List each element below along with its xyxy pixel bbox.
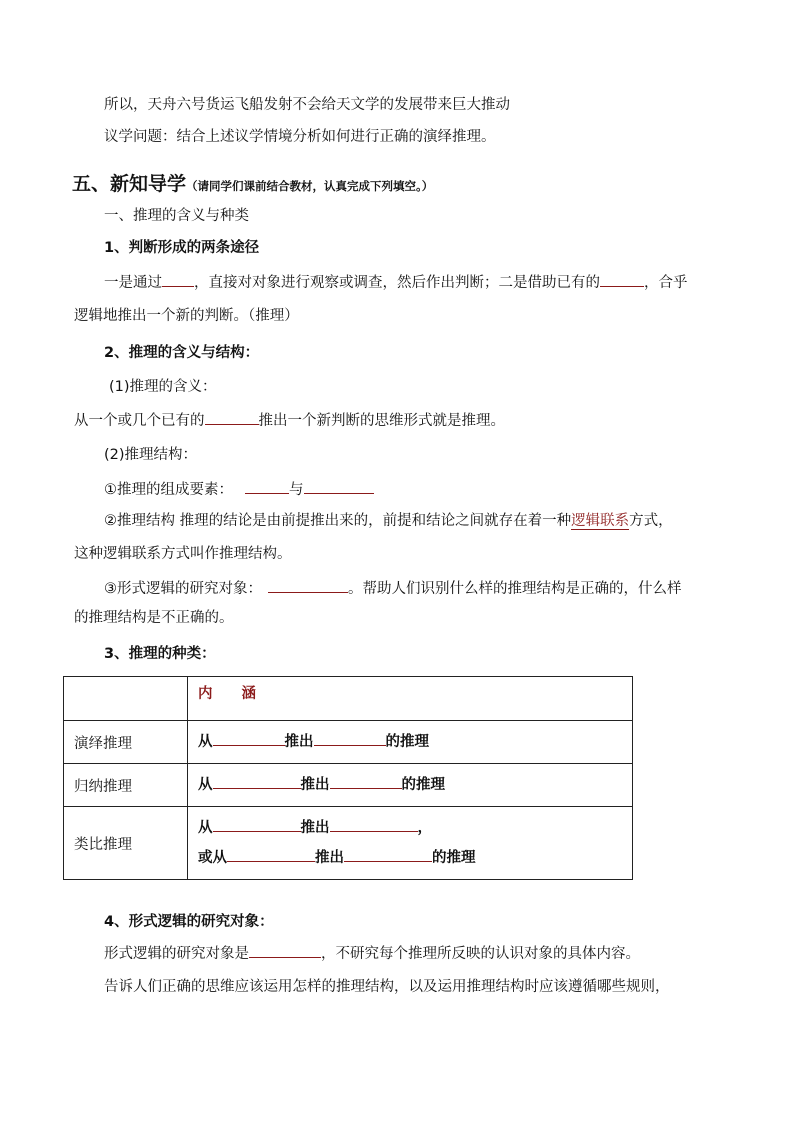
end-label: 的推理 — [385, 734, 429, 750]
fill-blank[interactable] — [330, 774, 402, 789]
table-header-cell — [188, 677, 633, 721]
q4-text-1 — [104, 943, 640, 964]
infer-label: 推出 — [315, 850, 344, 866]
fill-blank[interactable] — [314, 731, 386, 746]
row-name: 归纳推理 — [64, 764, 188, 807]
table-row — [64, 764, 633, 807]
q2-sub1-text — [74, 410, 505, 431]
q2-item-3-cont: 的推理结构是不正确的。 — [74, 610, 234, 626]
intro-line-2: 议学问题：结合上述议学情境分析如何进行正确的演绎推理。 — [104, 129, 496, 145]
from-label: 从 — [198, 777, 213, 793]
fill-blank[interactable] — [213, 731, 285, 746]
q2-item1-b: 与 — [289, 482, 304, 498]
or-from-label: 或从 — [198, 850, 227, 866]
q1-text-c: ，合乎 — [644, 275, 688, 291]
q2-sub1: (1)推理的含义： — [109, 379, 217, 395]
infer-label: 推出 — [284, 734, 314, 750]
fill-blank[interactable] — [249, 943, 321, 958]
q1-text-a: 一是通过 — [104, 275, 162, 291]
fill-blank[interactable] — [213, 817, 301, 832]
intro-line-1: 所以，天舟六号货运飞船发射不会给天文学的发展带来巨大推动 — [104, 97, 510, 113]
row-content-line — [198, 813, 622, 843]
q2-sub2: (2)推理结构： — [104, 447, 198, 463]
reasoning-types-table — [63, 676, 633, 880]
q4-text1-a: 形式逻辑的研究对象是 — [104, 946, 249, 962]
section-5-heading — [72, 172, 433, 198]
logic-link-term: 逻辑联系 — [571, 513, 630, 529]
row-content-line — [198, 727, 622, 757]
table-header-row — [64, 677, 633, 721]
q2-item3-b: 。帮助人们识别什么样的推理结构是正确的，什么样 — [348, 581, 682, 597]
q2-item-2-cont: 这种逻辑联系方式叫作推理结构。 — [74, 546, 292, 562]
q4-title: 4、形式逻辑的研究对象： — [104, 914, 274, 930]
q3-title: 3、推理的种类： — [104, 646, 216, 662]
q1-text-b: ，直接对对象进行观察或调查，然后作出判断；二是借助已有的 — [194, 275, 600, 291]
row-content — [188, 807, 633, 880]
fill-blank[interactable] — [162, 272, 194, 287]
end-label: 的推理 — [401, 777, 445, 793]
q2-item-3 — [104, 578, 682, 599]
row-name: 演绎推理 — [64, 721, 188, 764]
from-label: 从 — [198, 734, 213, 750]
q4-text-2: 告诉人们正确的思维应该运用怎样的推理结构，以及运用推理结构时应该遵循哪些规则， — [104, 979, 670, 995]
q1-text-line-1 — [104, 272, 688, 293]
q2-sub1-text-b: 推出一个新判断的思维形式就是推理。 — [258, 413, 505, 429]
q2-item1-a: ①推理的组成要素： — [104, 482, 233, 498]
table-row — [64, 807, 633, 880]
q2-item2-b: 方式， — [629, 513, 673, 529]
q2-item-2 — [104, 511, 673, 531]
row-content — [188, 721, 633, 764]
infer-label: 推出 — [300, 777, 330, 793]
from-label: 从 — [198, 820, 213, 836]
comma: ， — [417, 820, 432, 836]
row-content-line — [198, 770, 622, 800]
fill-blank[interactable] — [304, 479, 374, 494]
q1-title: 1、判断形成的两条途径 — [104, 240, 260, 256]
fill-blank[interactable] — [600, 272, 644, 287]
q1-text-line-2: 逻辑地推出一个新的判断。（推理） — [74, 308, 299, 324]
q2-item2-a: ②推理结构 推理的结论是由前提推出来的，前提和结论之间就存在着一种 — [104, 513, 572, 529]
q2-item3-a: ③形式逻辑的研究对象： — [104, 581, 262, 597]
fill-blank[interactable] — [330, 817, 418, 832]
fill-blank[interactable] — [344, 847, 432, 862]
table-cell-empty — [64, 677, 188, 721]
q2-item-1 — [104, 479, 374, 500]
fill-blank[interactable] — [205, 410, 259, 425]
q2-title: 2、推理的含义与结构： — [104, 345, 260, 361]
q4-text1-b: ，不研究每个推理所反映的认识对象的具体内容。 — [321, 946, 640, 962]
row-content-line — [198, 843, 622, 873]
fill-blank[interactable] — [227, 847, 315, 862]
row-name: 类比推理 — [64, 807, 188, 880]
table-row — [64, 721, 633, 764]
fill-blank[interactable] — [268, 578, 348, 593]
section-5-note: （请同学们课前结合教材，认真完成下列填空。） — [186, 179, 434, 193]
part-1-title: 一、推理的含义与种类 — [104, 208, 249, 224]
row-content — [188, 764, 633, 807]
section-5-title: 五、新知导学 — [72, 173, 187, 195]
end-label: 的推理 — [432, 850, 476, 866]
q2-sub1-text-a: 从一个或几个已有的 — [74, 413, 205, 429]
header-label: 内 涵 — [198, 686, 256, 702]
infer-label: 推出 — [300, 820, 330, 836]
fill-blank[interactable] — [213, 774, 301, 789]
fill-blank[interactable] — [245, 479, 289, 494]
